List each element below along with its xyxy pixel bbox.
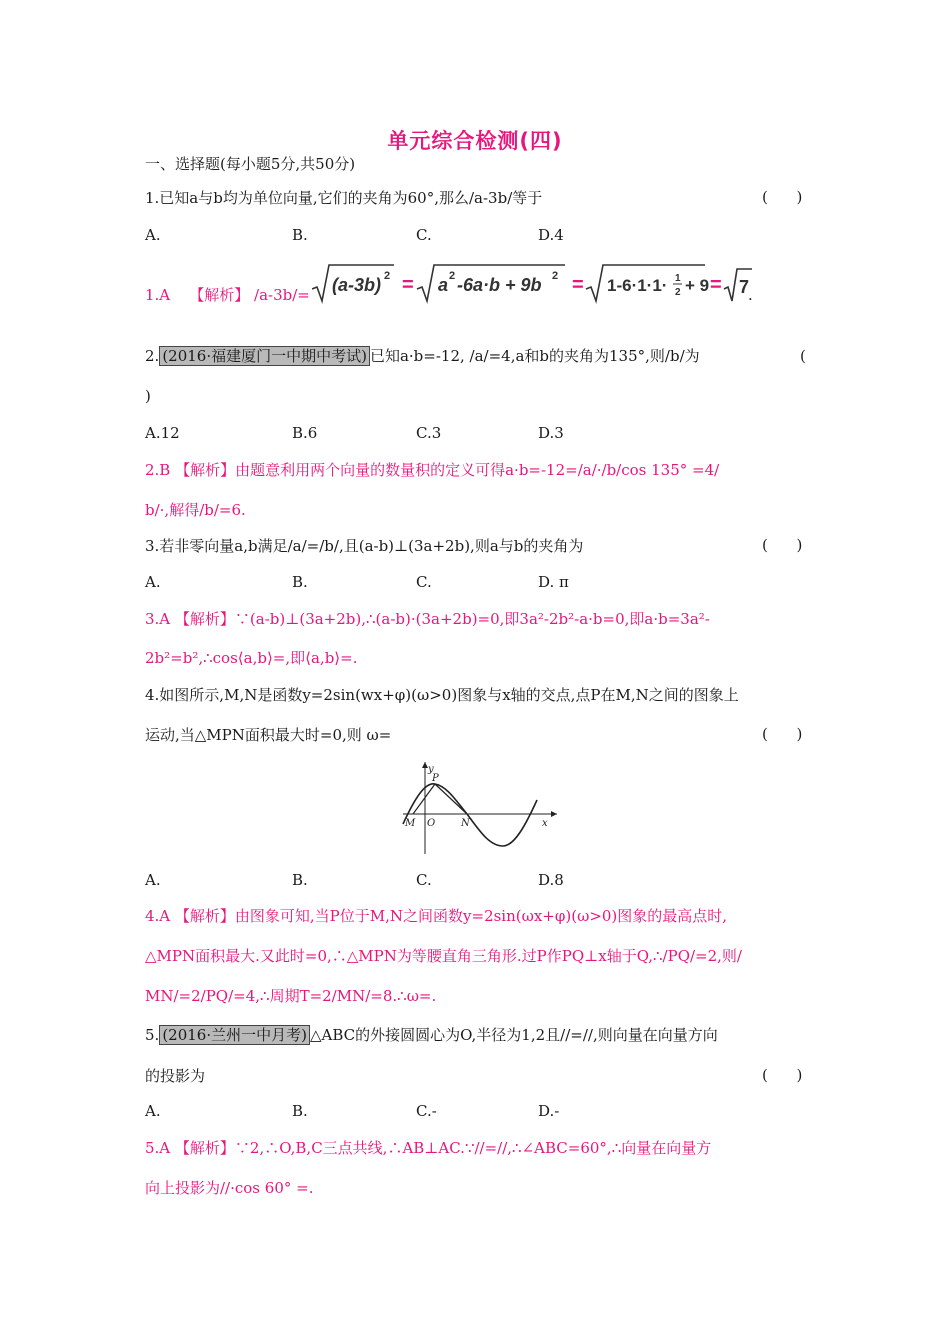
formula-term-3b: + 9 [685, 276, 710, 295]
formula-exp-2b: 2 [552, 270, 559, 282]
solution-1-period: . [748, 286, 753, 304]
question-4-option-a: A. [145, 871, 161, 889]
question-1-option-a: A. [145, 226, 161, 244]
question-5-stem: △ABC的外接圆圆心为O,半径为1,2且//=//,则向量在向量方向 [309, 1026, 718, 1044]
question-2-option-a: A.12 [145, 424, 180, 442]
document-title: 单元综合检测(四) [387, 129, 563, 153]
question-5-option-d: D.- [538, 1102, 560, 1120]
solution-1-text: /a-3b/= [254, 286, 310, 304]
x-axis-arrow-icon [551, 811, 557, 817]
svg-text:=: = [710, 274, 722, 296]
graph-label-p: P [432, 773, 439, 784]
question-4-text-line-1: 4.如图所示,M,N是函数y=2sin(wx+φ)(ω>0)图象与x轴的交点,点P在M,N之间的图象上 [145, 686, 739, 704]
question-2-paren-close: ) [145, 387, 151, 405]
question-1-option-c: C. [416, 226, 432, 244]
question-3-text: 3.若非零向量a,b满足/a/=/b/,且(a-b)⊥(3a+2b),则a与b的夹角为 [145, 537, 584, 555]
question-4-solution-line-2: △MPN面积最大.又此时=0,∴△MPN为等腰直角三角形.过P作PQ⊥x轴于Q,∴/PQ/=2,则/ [145, 947, 742, 965]
question-3-option-b: B. [292, 573, 308, 591]
question-3-solution-line-1: 3.A 【解析】∵(a-b)⊥(3a+2b),∴(a-b)·(3a+2b)=0,即3a²-2b²-a·b=0,即a·b=3a²- [145, 610, 710, 628]
question-2-option-b: B.6 [292, 424, 318, 442]
solution-1-prefix: 1.A [145, 286, 171, 304]
formula-exp-2a: 2 [449, 270, 456, 282]
question-3-option-c: C. [416, 573, 432, 591]
formula-term-2b: -6a·b + 9b [457, 275, 542, 295]
graph-label-x: x [542, 818, 548, 829]
solution-1-tag: 【解析】 [189, 286, 250, 304]
question-2-solution-line-1: 2.B 【解析】由题意利用两个向量的数量积的定义可得a·b=-12=/a/·/b/cos 135° =4/ [145, 461, 720, 479]
question-1-text: 1.已知a与b均为单位向量,它们的夹角为60°,那么/a-3b/等于 [145, 189, 543, 207]
question-2-source-tag: (2016·福建厦门一中期中考试) [159, 346, 370, 366]
question-1-option-b: B. [292, 226, 308, 244]
solution-1-formula [312, 261, 752, 307]
sine-graph-figure [395, 758, 565, 858]
question-1-answer-blank: ( ) [762, 188, 803, 206]
question-4-option-b: B. [292, 871, 308, 889]
question-2-stem: 已知a·b=-12, /a/=4,a和b的夹角为135°,则/b/为 [369, 347, 700, 365]
svg-text:=: = [402, 274, 414, 296]
formula-term-1: (a-3b) [332, 275, 381, 295]
section-heading: 一、选择题(每小题5分,共50分) [145, 155, 356, 173]
question-2-paren-open: ( [800, 347, 806, 365]
sine-curve [403, 784, 537, 846]
question-5-solution-line-1: 5.A 【解析】∵2,∴O,B,C三点共线,∴AB⊥AC.∵//=//,∴∠ABC=60°,∴向量在向量方 [145, 1139, 712, 1157]
question-3-solution-line-2: 2b²=b²,∴cos⟨a,b⟩=,即⟨a,b⟩=. [145, 649, 358, 667]
question-5-text-line-1: 5. (2016·兰州一中月考) △ABC的外接圆圆心为O,半径为1,2且//=//,则向量在向量方向 [145, 1026, 718, 1044]
graph-label-o: O [427, 818, 436, 829]
question-5-source-tag: (2016·兰州一中月考) [159, 1025, 310, 1045]
question-5-option-c: C.- [416, 1102, 437, 1120]
question-4-solution-line-1: 4.A 【解析】由图象可知,当P位于M,N之间函数y=2sin(ωx+φ)(ω>0)图象的最高点时, [145, 907, 728, 925]
segment-pn [435, 784, 467, 814]
question-5-text-line-2: 的投影为 [145, 1067, 206, 1085]
graph-label-m: M [405, 818, 416, 829]
question-2-text: 2. (2016·福建厦门一中期中考试) 已知a·b=-12, /a/=4,a和b的夹角为135°,则/b/为 [145, 347, 700, 365]
question-2-option-d: D.3 [538, 424, 564, 442]
question-1-solution [145, 285, 310, 305]
question-5-answer-blank: ( ) [762, 1066, 803, 1084]
question-4-option-d: D.8 [538, 871, 564, 889]
svg-text:=: = [572, 274, 584, 296]
graph-label-y: y [428, 764, 434, 775]
formula-term-2a: a [438, 275, 449, 295]
question-5-option-a: A. [145, 1102, 161, 1120]
question-3-option-a: A. [145, 573, 161, 591]
question-5-solution-line-2: 向上投影为//·cos 60° =. [145, 1179, 314, 1197]
question-5-option-b: B. [292, 1102, 308, 1120]
formula-frac-den: 2 [675, 287, 681, 298]
question-1-option-d: D.4 [538, 226, 564, 244]
question-4-option-c: C. [416, 871, 432, 889]
question-3-answer-blank: ( ) [762, 536, 803, 554]
question-4-text-line-2: 运动,当△MPN面积最大时=0,则 ω= [145, 726, 392, 744]
formula-result: 7 [739, 277, 750, 297]
question-2-solution-line-2: b/·,解得/b/=6. [145, 501, 246, 519]
question-3-option-d: D. π [538, 573, 569, 591]
formula-term-3: 1-6·1·1· [607, 276, 668, 295]
formula-frac-num: 1 [675, 273, 681, 284]
formula-exp-1: 2 [384, 270, 391, 282]
question-2-option-c: C.3 [416, 424, 442, 442]
question-4-solution-line-3: MN/=2/PQ/=4,∴周期T=2/MN/=8.∴ω=. [145, 987, 437, 1005]
graph-label-n: N [461, 818, 470, 829]
question-4-answer-blank: ( ) [762, 725, 803, 743]
